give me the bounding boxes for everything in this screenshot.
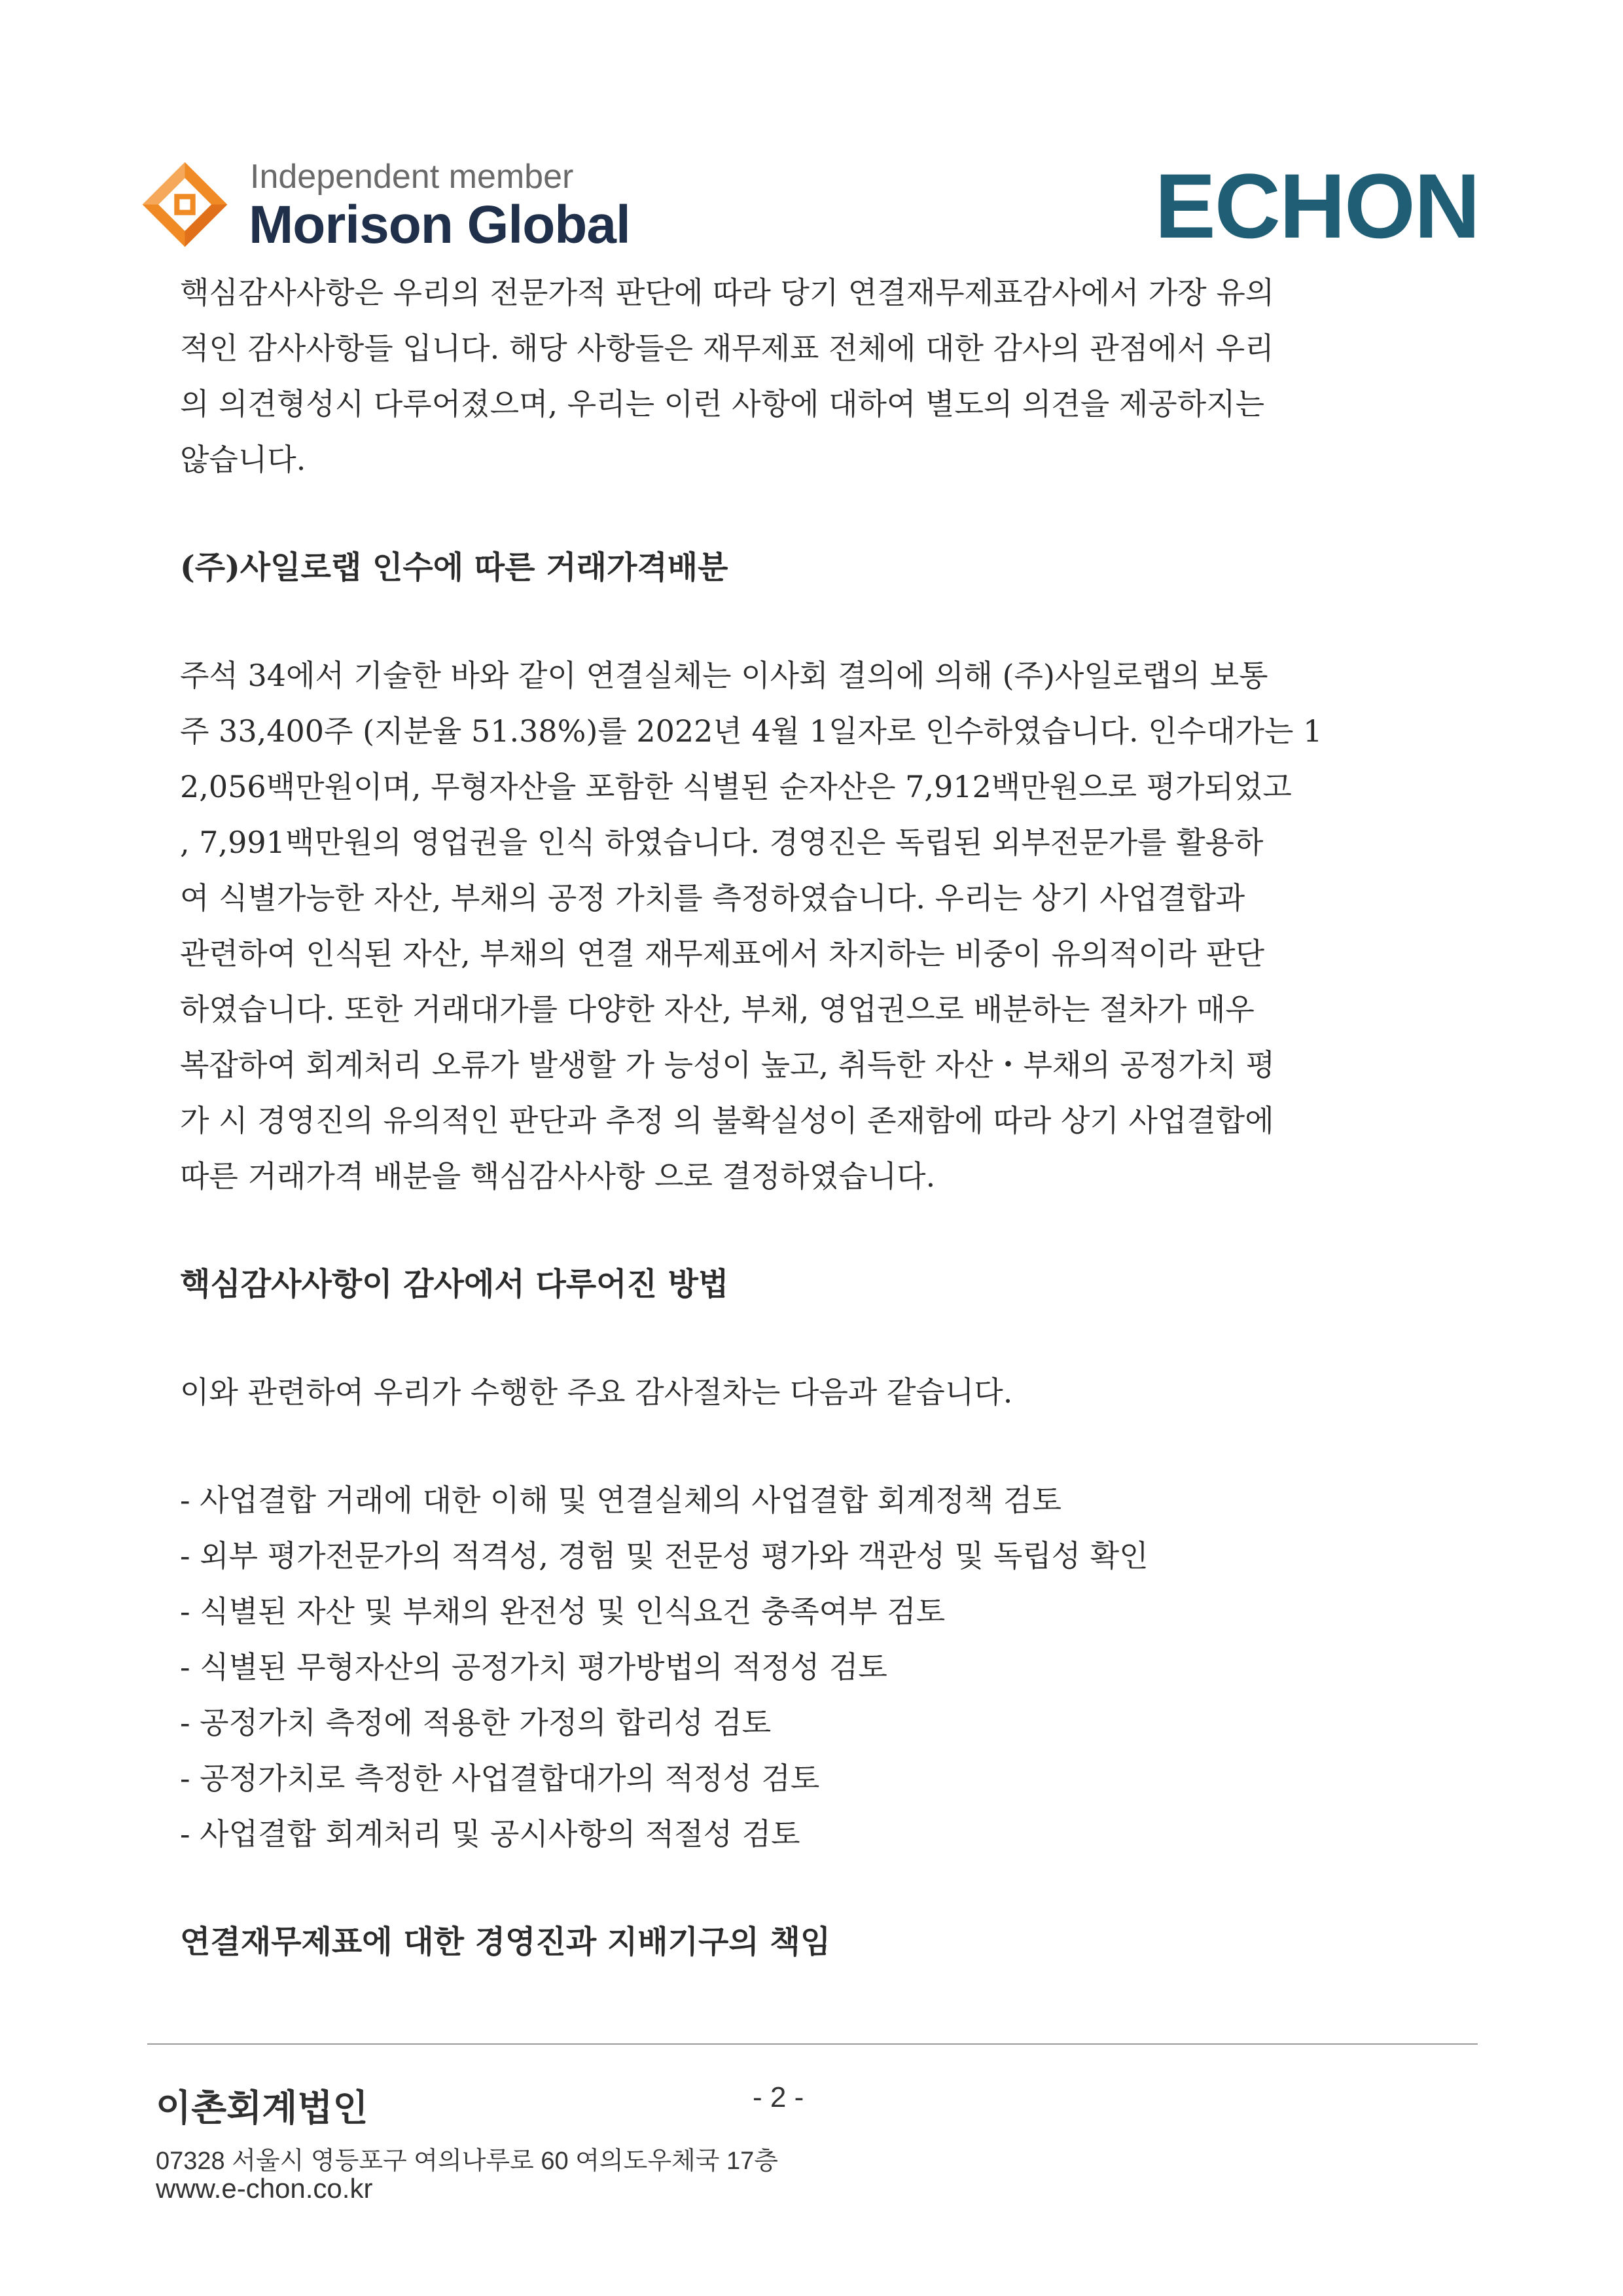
intro-line: 적인 감사사항들 입니다. 해당 사항들은 재무제표 전체에 대한 감사의 관점에서 우리 — [180, 331, 1274, 366]
page-number: - 2 - — [753, 2081, 804, 2113]
footer-divider — [147, 2043, 1478, 2045]
document-body — [180, 265, 1371, 1970]
list-item: - 식별된 자산 및 부채의 완전성 및 인식요건 충족여부 검토 — [180, 1594, 946, 1629]
acquisition-paragraph — [180, 648, 1371, 1204]
body-line: 관련하여 인식된 자산, 부채의 연결 재무제표에서 차지하는 비중이 유의적이라 판단 — [180, 936, 1265, 971]
body-line: 주 33,400주 (지분율 51.38%)를 2022년 4월 1일자로 인수하였습니다. 인수대가는 1 — [180, 713, 1323, 749]
section-heading-responsibility: 연결재무제표에 대한 경영진과 지배기구의 책임 — [180, 1924, 831, 1960]
body-line: 복잡하여 회계처리 오류가 발생할 가 능성이 높고, 취득한 자산・부채의 공정가치 평 — [180, 1047, 1275, 1083]
intro-paragraph — [180, 265, 1371, 488]
list-item: - 공정가치로 측정한 사업결합대가의 적정성 검토 — [180, 1761, 820, 1796]
procedures-intro: 이와 관련하여 우리가 수행한 주요 감사절차는 다음과 같습니다. — [180, 1374, 1013, 1410]
intro-line: 의 의견형성시 다루어졌으며, 우리는 이런 사항에 대하여 별도의 의견을 제공하지는 — [180, 386, 1265, 422]
body-line: 하였습니다. 또한 거래대가를 다양한 자산, 부채, 영업권으로 배분하는 절차가 매우 — [180, 992, 1255, 1027]
body-line: 따른 거래가격 배분을 핵심감사사항 으로 결정하였습니다. — [180, 1158, 936, 1194]
intro-line: 않습니다. — [180, 442, 306, 477]
body-line: 여 식별가능한 자산, 부채의 공정 가치를 측정하였습니다. 우리는 상기 사업결합과 — [180, 880, 1245, 916]
logo-name: Morison Global — [249, 195, 630, 255]
footer-address: 07328 서울시 영등포구 여의나루로 60 여의도우체국 17층 — [156, 2147, 779, 2175]
morison-logo — [141, 154, 651, 255]
logo-tagline: Independent member — [250, 158, 574, 196]
echon-brand: ECHON — [1154, 154, 1479, 257]
list-item: - 식별된 무형자산의 공정가치 평가방법의 적정성 검토 — [180, 1649, 887, 1685]
body-line: 2,056백만원이며, 무형자산을 포함한 식별된 순자산은 7,912백만원으로 평가되었고 — [180, 769, 1292, 804]
section-heading-audit-approach: 핵심감사사항이 감사에서 다루어진 방법 — [180, 1266, 729, 1302]
body-line: 주석 34에서 기술한 바와 같이 연결실체는 이사회 결의에 의해 (주)사일로랩의 보통 — [180, 658, 1268, 693]
footer-website: www.e-chon.co.kr — [156, 2173, 373, 2204]
intro-line: 핵심감사사항은 우리의 전문가적 판단에 따라 당기 연결재무제표감사에서 가장 유의 — [180, 275, 1275, 310]
procedures-list — [180, 1473, 1371, 1862]
footer-firm-name: 이촌회계법인 — [156, 2087, 368, 2128]
list-item: - 공정가치 측정에 적용한 가정의 합리성 검토 — [180, 1705, 772, 1740]
body-line: 가 시 경영진의 유의적인 판단과 추정 의 불확실성이 존재함에 따라 상기 사업결합에 — [180, 1103, 1274, 1138]
morison-logo-icon — [141, 160, 229, 249]
body-line: , 7,991백만원의 영업권을 인식 하였습니다. 경영진은 독립된 외부전문가를 활용하 — [180, 825, 1264, 860]
list-item: - 사업결합 회계처리 및 공시사항의 적절성 검토 — [180, 1816, 800, 1852]
list-item: - 외부 평가전문가의 적격성, 경험 및 전문성 평가와 객관성 및 독립성 확인 — [180, 1538, 1149, 1573]
section-heading-acquisition: (주)사일로랩 인수에 따른 거래가격배분 — [180, 549, 728, 586]
list-item: - 사업결합 거래에 대한 이해 및 연결실체의 사업결합 회계정책 검토 — [180, 1482, 1061, 1518]
